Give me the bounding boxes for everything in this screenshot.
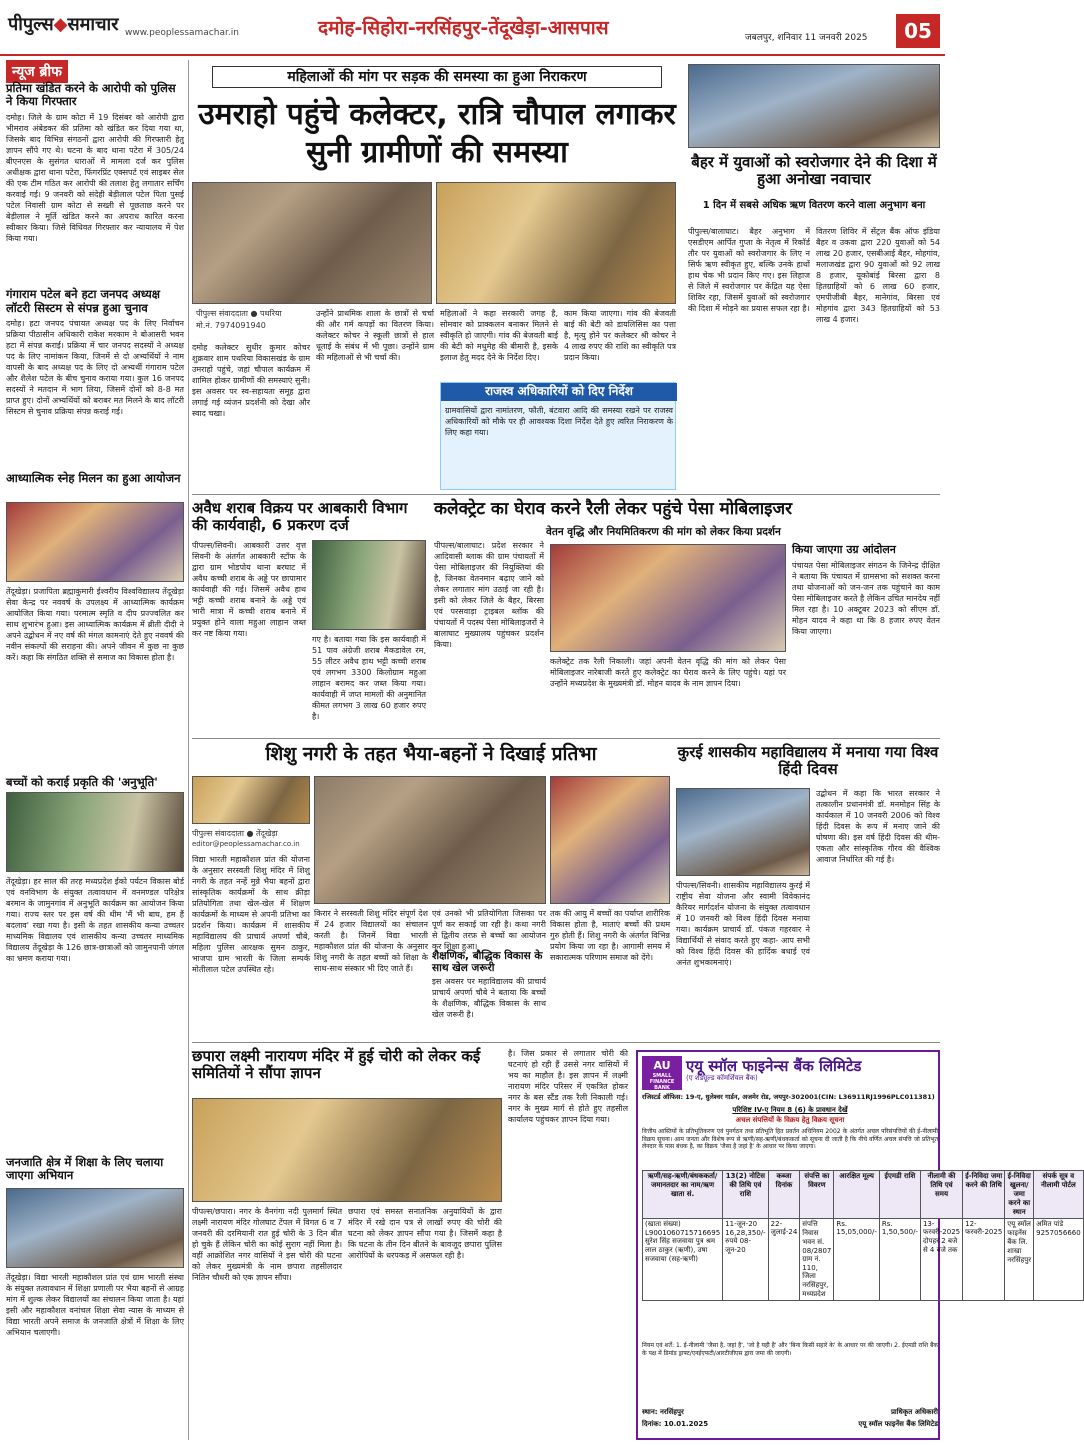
shishu-photo-main — [314, 776, 546, 904]
sharab-headline: अवैध शराब विक्रय पर आबकारी विभाग की कार्यवाही, 6 प्रकरण दर्ज — [192, 499, 408, 535]
brief-3-photo — [6, 502, 184, 582]
lead-kicker: महिलाओं की मांग पर सड़क की समस्या का हुआ निराकरण — [212, 66, 662, 88]
brief-1-body: दमोह। जिले के ग्राम कोटा में 19 दिसंबर को आरोपी द्वारा भीमराव अंबेडकर की प्रतिमा को खंडित कर दिया गया था, जिसके बाद विभिन्न संगठनों द्वारा आरोपी की गिरफ्तारी हेतु ज्ञापन सौंपे गए थे। घटना के बाद थाना पटेरा में 305/24 बीएनएस के सुसंगत धाराओं में मामला दर्ज कर पुलिस अधीक्षक द्वारा थाना पटेरा, फिंगरप्रिंट एक्सपर्ट एवं साइबर सेल की एक टीम गठित कर आरोपी की तलाश हेतु लगातार सर्चिंग करवाई गई। 9 जनवरी को संदेही बेड़ीलाल पटेल पिता पुसई पटेल निवासी ग्राम कोटा से सख्ती से पूछताछ करने पर बेड़ीलाल ने मूर्ति खंडित करने का अपराध कारित करना स्वीकार किया। जिसे विधिवत गिरफ्तार कर न्यायालय में पेश किया गया। — [6, 113, 184, 243]
dateline: जबलपुर, शनिवार 11 जनवरी 2025 — [745, 33, 868, 43]
brief-4-photo — [6, 792, 184, 872]
brief-3-headline: आध्यात्मिक स्नेह मिलन का हुआ आयोजन — [6, 471, 181, 485]
auction-table-header: 13(2) नोटिस की तिथि एवं राशि — [723, 1171, 769, 1219]
rally-side-body: पंचायत पेसा मोबिलाइजर संगठन के जिनेन्द्र दीक्षित ने बताया कि पंचायत में ग्रामसभा को सशक्त करना तथा योजनाओं को जन-जन तक पहुंचाने का काम पेसा मोबिलाइजर करते है लेकिन उचित मानदेय नहीं मिल रहा है। 10 अक्टूबर 2023 को सीएम डॉ. मोहन यादव ने कहा था कि 8 हजार रुपए वेतन किया जाएगा। — [792, 561, 940, 636]
auction-table-header: ई-निविदा जमा करने की तिथि — [963, 1171, 1005, 1219]
brief-1-headline: प्रतिमा खंडित करने के आरोपी को पुलिस ने किया गिरफ्तार — [6, 81, 176, 109]
brief-2-body: दमोह। हटा जनपद पंचायत अध्यक्ष पद के लिए निर्वाचन प्रक्रिया पीठासीन अधिकारी राकेश मरकाम ने बोआसरी भवन हटा में संपन्न कराई। प्रक्रिया में चार जनपद सदस्यों ने अध्यक्ष पद के लिए नामांकन किया, जिनमें से दो अभ्यर्थियों ने नाम वापसी के बाद अध्यक्ष पद के लिए दो अभ्यर्थी गंगाराम पटेल और शैलेश पटेल के बीच चुनाव कराया गया। कुल 16 जनपद सदस्यों ने मतदान में भाग लिया, जिसमें दोनों को 8-8 मत प्राप्त हुए। दोनों अभ्यर्थियों को बराबर मत मिलने के बाद लॉटरी सिस्टम से चुनाव प्रक्रिया संपन्न कराई गई। — [6, 319, 184, 416]
shishu-photo-right — [550, 776, 670, 904]
lead-body-1: दमोह कलेक्टर सुधीर कुमार कोचर शुक्रवार शाम पथरिया विकासखंड के ग्राम उमराहो पहुंचे, जहां चौपाल कार्यक्रम में शामिल होकर ग्रामीणों की समस्याएं सुनी। इस अवसर पर स्व-सहायता समूह द्वारा लगाई गई व्यंजन प्रदर्शनी को देखा और स्वाद चखा। — [192, 343, 310, 418]
hindi-divas-story — [676, 742, 940, 1038]
lead-body-2: उन्होंने प्राथमिक शाला के छात्रों से चर्चा की और गर्म कपड़ों का वितरण किया। कलेक्टर कोचर ने स्कूली छात्रों से हाल धूताई के संबंध में भी पूछा। उन्होंने ग्राम की महिलाओं से भी चर्चा की। — [316, 309, 434, 362]
shishu-body-1: विद्या भारती महाकौशल प्रांत की योजना के अनुसार सरस्वती शिशु मंदिर में शिशु नगरी के तहत नन्हें मुन्ने भैया बहनों द्वारा सांस्कृतिक कार्यक्रमों के साथ क्रीड़ा प्रतियोगिता तथा खेल-खेल में शिक्षण कार्यक्रमों के माध्यम से अपनी प्रतिभा का प्रदर्शन किया। कार्यक्रम में शासकीय महाविद्यालय की प्राचार्य अपर्णा चौबे, महिला पुलिस आरक्षक सुमन ठाकुर, भाजपा ग्राम भारती के जिला सम्पर्क मोतीलाल पटेल उपस्थित रहे। — [192, 855, 310, 974]
auction-table-header: आरक्षित मूल्य — [834, 1171, 880, 1219]
news-brief-tag: न्यूज ब्रीफ — [6, 60, 68, 83]
rally-side-headline: किया जाएगा उग्र आंदोलन — [792, 543, 896, 556]
auction-table-wrap — [642, 1170, 1081, 1338]
auction-table-header: कब्जा दिनांक — [768, 1171, 800, 1219]
au-bank-title-sub: (ए शेड्यूल्ड कॉमर्शियल बैंक) — [686, 1074, 758, 1082]
sharab-body-1: पीपल्स/सिवनी। आबकारी उत्तर वृत्त सिवनी के अंतर्गत आबकारी स्टॉफ के द्वारा ग्राम भोडपोय थाना बरघाट में अवैध कच्ची शराब के अड्डे पर छापामार कार्यवाही की गई। जिसमें अवैध हाथ भट्टी कच्ची शराब बनाने के अड्डे एवं भारी मात्रा में कच्ची शराब बनाने में प्रयुक्त होने वाला महुआ लाहान जब्त कर नष्ट किया गया। — [192, 541, 306, 638]
auction-table-cell: संपत्ति निवास भवन सं. 08/2807 ग्राम नं. 110, जिला नरसिंहपुर, मध्यप्रदेश — [800, 1219, 834, 1301]
swarozgar-body-1: पीपुल्स/बालाघाट। बैहर अनुभाग में एसडीएम आर्पित गुप्ता के नेतृत्व में रिकॉर्ड तौर पर युवाओं को स्वरोजगार के लिए न सिर्फ ऋण स्वीकृत हुए, बल्कि उनके हाथों हाथ चेक भी प्रदान किए गए। इस लिहाज से जिले में स्वरोजगार पर केंद्रित यह ऐसा शिविर रहा, जिसमें युवाओं को स्वरोजगार की दिशा में मोड़ने का प्रयास सफल रहा है। — [688, 227, 810, 313]
lead-photo-2 — [436, 182, 676, 304]
divider — [192, 738, 940, 739]
masthead — [0, 0, 945, 56]
chori-photo — [192, 1098, 502, 1202]
brief-3-body: तेंदूखेड़ा। प्रजापिता ब्रह्माकुमारी ईश्वरीय विश्वविद्यालय तेंदूखेड़ा सेवा केन्द्र पर नववर्ष के उपलक्ष्य में आध्यात्मिक कार्यक्रम आयोजित किया गया। परमात्म स्मृति व दीप प्रज्ज्वलित कर साथ शुभारंभ हुआ। इस आध्यात्मिक कार्यक्रम में ब्रीती दीदी ने अपने उद्बोधन में नए वर्ष की मंगल कामनाएं देते हुए नववर्ष की नवीन संकल्पों की सराहना की। अपने जीवन में कुछ ना कुछ करें। कहा कि संगठित शक्ति से समाज का विकास होता है। — [6, 587, 184, 662]
auction-table-cell: Rs. 1,50,500/- — [879, 1219, 920, 1301]
notice-subtitle: अचल संपत्तियों के विक्रय हेतु विक्रय सूचना — [735, 1116, 845, 1124]
chori-body-3: है। जिस प्रकार से लगातार चोरी की घटनाएं हो रही हैं उससे नगर वासियों में भय का माहौल है। इस ज्ञापन में लक्ष्मी नारायण मंदिर परिसर में एकत्रित होकर नगर के बस स्टैंड तक रैली निकाली गई। नगर के मुख्य मार्ग से होते हुए तहसील कार्यालय पहुंचकर ज्ञापन दिया गया। — [508, 1049, 628, 1124]
auction-table-cell: 13-फरवरी-2025 दोपहर 2 बजे से 4 बजे तक — [920, 1219, 962, 1301]
chori-body-1: पीपल्स/छपारा। नगर के वैनगंगा नदी पुलमार्ग स्थित लक्ष्मी नारायण मंदिर गोलघाट टेंपल में विगत 6 व 7 जनवरी की दरमियानी रात हुई चोरी के 3 दिन बीत हो चुके हैं लेकिन चोरी का कोई सुराग नहीं मिला है। वहीं आक्रोशित नगर वासियों ने इस चोरी की घटना को लेकर मुख्यमंत्री के नाम छपारा तहसीलदार नितिन चौधरी को एक ज्ञापन सौंपा। — [192, 1207, 342, 1282]
lead-mobile: मो.नं. 7974091940 — [196, 321, 266, 330]
au-bank-logo: AU SMALL FINANCE BANK — [642, 1056, 682, 1090]
rally-headline: कलेक्ट्रेट का घेराव करने रैली लेकर पहुंचे पेसा मोबिलाइजर — [434, 499, 793, 519]
auction-table-header: संपत्ति का विवरण — [800, 1171, 834, 1219]
sharab-body-2: गए है। बताया गया कि इस कार्यवाही में 51 पाव अंग्रेजी शराब मैकडावेल रम, 55 लीटर अवैध हाथ भट्टी कच्ची शराब एवं लगभग 3300 किलोग्राम महुआ लाहान बरामद कर जब्त किया गया। कार्यवाही में जप्त मामलों की अनुमानित कीमत लगभग 3 लाख 60 हजार रुपए है। — [312, 635, 426, 721]
auction-table-cell: Rs. 15,05,000/- — [834, 1219, 880, 1301]
notice-intro: वित्तीय आस्तियों के प्रतिभूतिकरण एवं पुनर्गठन तथा प्रतिभूति हित प्रवर्तन अधिनियम 2002 के अंतर्गत अचल परिसंपत्तियों की ई-नीलामी विक्रय सूचना। आम जनता और विशेष रूप से ऋणी/सह-ऋणी/बंधककर्ता को सूचना दी जाती है कि नीचे वर्णित अचल संपत्ति जो प्रतिभूत लेनदार के पास बंधक है, का विक्रय 'जैसा है जहां है' के आधार पर किया जाएगा। — [642, 1128, 938, 1150]
hindi-divas-body-1: पीपल्स/सिवनी। शासकीय महाविद्यालय कुरई में राष्ट्रीय सेवा योजना और स्वामी विवेकानंद कैरियर मार्गदर्शन योजना के संयुक्त तत्वावधान में 10 जनवरी को विश्व हिंदी दिवस मनाया गया। कार्यक्रम प्राचार्य डॉ. पंकज गहरवार ने विद्यार्थियों से संवाद करते हुए कहा- आप सभी को विश्व हिंदी दिवस की हार्दिक बधाई एवं अनंत शुभकामनाएं। — [676, 881, 810, 967]
lead-headline: उमराहो पहुंचे कलेक्टर, रात्रि चौपाल लगाकर सुनी ग्रामीणों की समस्या — [198, 97, 676, 170]
au-bank-title: एयू स्मॉल फाइनेन्स बैंक लिमिटेड — [686, 1056, 938, 1076]
swarozgar-body-2: वितरण शिविर में सेंट्रल बैंक ऑफ इंडिया बैहर व उकवा द्वारा 220 युवाओं को 54 लाख 20 हजार, एसबीआई बैहर, मोहगांव, मलाजखंड द्वारा 90 युवाओं को 92 लाख 8 हजार, यूकोबांई बिरसा द्वारा 8 हितग्राहियों को 6 लाख 60 हजार, एमपीजीबी बैहर, मानेगांव, बिरसा एवं मोहगांव द्वारा 343 हितग्राहियों को 53 लाख 4 हजार। — [816, 227, 940, 324]
shishu-byline: पीपुल्स संवाददाता ● तेंदूखेड़ा — [192, 829, 278, 838]
notice-title: परिशिष्ट IV-ए नियम 8 (6) के प्रावधान देखें — [732, 1106, 848, 1114]
lead-story — [192, 60, 682, 490]
au-bank-advertisement — [636, 1050, 1081, 1440]
au-bank-regd: रजिस्टर्ड ऑफिस: 19-ए, धुलेश्वर गार्डन, अजमेर रोड, जयपुर-302001(CIN: L36911RJ1996PLC011381) — [642, 1093, 935, 1101]
auction-table-cell: अमित पांडे 9257056660 — [1034, 1219, 1084, 1301]
chori-body-2: छपारा एवं समस्त सनातनिक अनुयायियों के द्वारा मंदिर में रखे दान पत्र से लाखों रुपए की चोरी की घटना को लेकर ज्ञापन सौंपा गया है। जिसमें कहा है कि घटना के तीन दिन बीतने के बावजूद छपारा पुलिस आरोपियों के धरपकड़ में असफल रही है। — [348, 1207, 502, 1260]
shishu-body-3: एवं उनको भी प्रतियोगिता जिसका पर पूर्ण कर सकाई जा रही है। कथा नगरी से द्वितीय तरफ़ से बच्चों का आयोजन कर शिक्षा हुआ। — [432, 909, 546, 951]
rally-story — [434, 498, 940, 734]
shishu-body-5: तक की आयु में बच्चों का पर्याप्त शारीरिक विकास होता है, माताएं बच्चों की प्रथम गुरु होती हैं। शिशु नगरी के अंतर्गत विभिन्न प्रयोग किया जा रहा है। आगामी समय में सकारात्मक परिणाम समाज को देंगे। — [550, 909, 670, 962]
auction-table-header: संपर्क सूत्र व नीलामी पोर्टल — [1034, 1171, 1084, 1219]
chori-story — [192, 1046, 698, 1440]
revenue-box — [440, 382, 676, 490]
notice-place: स्थान: नरसिंहपुर — [642, 1408, 684, 1416]
revenue-box-title: राजस्व अधिकारियों को दिए निर्देश — [441, 383, 677, 401]
auction-table-cell: (खाता संख्या) L9001060715716695 सुरेश सिंह सजवाया पुत्र श्रम लाल ठाकुर (ऋणी), उषा सजवाया (सह-ऋणी) — [643, 1219, 723, 1301]
rally-photo — [550, 544, 786, 652]
authorized-officer: प्राधिकृत अधिकारी — [890, 1408, 938, 1416]
notice-date: दिनांक: 10.01.2025 — [642, 1420, 709, 1428]
auction-table-header: नीलामी की तिथि एवं समय — [920, 1171, 962, 1219]
revenue-box-body: ग्रामवासियों द्वारा नामांतरण, फौती, बंटवारा आदि की समस्या रखने पर राजस्व अधिकारियों को मौके पर ही आवश्यक दिशा निर्देश देते हुए त्वरित निराकरण के लिए कहा गया। — [445, 406, 673, 437]
lead-byline: पीपुल्स संवाददाता ● पथरिया — [196, 309, 282, 318]
shishu-body-4: इस अवसर पर महाविद्यालय की प्राचार्य प्राचार्य अपर्णा चौबे ने बताया कि बच्चों के शैक्षणिक, बौद्धिक विकास के साथ खेल जरूरी है। — [432, 977, 546, 1019]
sharab-story — [192, 498, 426, 734]
shishu-headline: शिशु नगरी के तहत भैया-बहनों ने दिखाई प्रतिभा — [265, 743, 597, 765]
lead-body-3: महिलाओं ने कहा सरकारी जगह है, सोमवार को प्राक्कलन बनाकर मिलने से स्वीकृति हो जाएगी। गांव की बेजवती बाई की बेटी को मधुमेह की बीमारी है, इसके इलाज हेतु मदद देने के निर्देश दिए। — [440, 309, 558, 362]
brief-4-headline: बच्चों को कराई प्रकृति की 'अनुभूति' — [6, 775, 158, 789]
section-regions: दमोह-सिहोरा-नरसिंहपुर-तेंदूखेड़ा-आसपास — [318, 17, 609, 39]
brief-5-headline: जनजाति क्षेत्र में शिक्षा के लिए चलाया जाएगा अभियान — [6, 1155, 164, 1183]
news-brief-column — [6, 60, 184, 1440]
notice-terms: नियम एवं शर्तें: 1. ई-नीलामी 'जैसा है, जहां है', 'जो है यही है' और 'बिना किसी सहारे के' के आधार पर की जाएगी। 2. ईएमडी राशि बैंक के पक्ष में डिमांड ड्राफ्ट/एनईएफटी/आरटीजीएस द्वारा जमा की जाएगी। — [642, 1342, 938, 1357]
page-number: 05 — [896, 14, 940, 48]
shishu-email: editor@peoplessamachar.co.in — [192, 840, 300, 848]
hindi-divas-body-2: उद्बोधन में कहा कि भारत सरकार ने तत्कालीन प्रधानमंत्री डॉ. मनमोहन सिंह के कार्यकाल में 10 जनवरी 2006 को विश्व हिंदी दिवस के रूप में मनाए जाने की घोषणा की। इस वर्ष हिंदी दिवस की थीम-एकता और सांस्कृतिक गौरव की वैश्विक आवाज निर्धारित की गई है। — [816, 789, 940, 864]
hindi-divas-photo — [676, 788, 810, 876]
authorized-bank: एयू स्मॉल फाइनेंस बैंक लिमिटेड — [858, 1420, 938, 1428]
brief-2-subhead: लॉटरी सिस्टम से संपन्न हुआ चुनाव — [6, 301, 148, 315]
divider — [192, 494, 940, 495]
column-divider — [188, 60, 189, 1440]
auction-table-cell: 12-फरवरी-2025 — [963, 1219, 1005, 1301]
swarozgar-subhead: 1 दिन में सबसे अधिक ऋण वितरण करने वाला अनुभाग बना — [702, 200, 926, 211]
auction-table-header: ईएमडी राशि — [879, 1171, 920, 1219]
auction-table-cell: 11-जून-20 16,28,350/- रुपये 08-जून-20 — [723, 1219, 769, 1301]
shishu-photo-small — [192, 776, 310, 824]
auction-table-header: ऋणी/सह-ऋणी/बंधककर्ता/जमानतदार का नाम/ऋण खाता सं. — [643, 1171, 723, 1219]
shishu-body-2: किरार ने सरस्वती शिशु मंदिर संपूर्ण देश में 24 हजार विद्यालयों का संचालन करती है। जिनमें विद्या भारती महाकौशल प्रांत की योजना के अनुसार शिशु नगरी के तहत बच्चों को शिक्षा के साथ-साथ संस्कार भी दिए जाते हैं। — [314, 909, 428, 973]
auction-table — [642, 1170, 1084, 1301]
rally-body-2: कलेक्ट्रेट तक रैली निकाली। जहां अपनी वेतन वृद्धि की मांग को लेकर पेसा मोबिलाइजर नारेबाजी करते हुए कलेक्ट्रेट का घेराव करने के लिए पहुंचे। यहां पर उन्होंने मध्यप्रदेश के मुख्यमंत्री डॉ. मोहन यादव के नाम ज्ञापन दिया। — [550, 657, 786, 688]
auction-table-cell: एयू स्मॉल फाइनेंस बैंक लि. शाखा नरसिंहपुर — [1005, 1219, 1034, 1301]
divider — [192, 1042, 940, 1043]
sharab-photo — [312, 540, 426, 630]
auction-table-header: ई-निविदा खुलना/जमा करने का स्थान — [1005, 1171, 1034, 1219]
site-url: www.peoplessamachar.in — [125, 28, 239, 38]
rally-subhead: वेतन वृद्धि और नियमितिकरण की मांग को लेकर किया प्रदर्शन — [546, 526, 781, 538]
brief-5-body: तेंदूखेड़ा। विद्या भारती महाकौशल प्रांत एवं ग्राम भारती संस्था के संयुक्त तत्वावधान में शिक्षा प्रणाली पर भैया बहनों से आग्रह मांग में शुल्क लेकर विद्यालयों का संचालन किया जाता है। यहां इसी और महाकौशल वनांचल शिक्षा सेवा न्यास के माध्यम से विद्या भारती अपने समाज के जनजाति क्षेत्रों में शिक्षा के लिए अभियान चलाएगी। — [6, 1273, 184, 1337]
auction-table-cell: 22-जुलाई-24 — [768, 1219, 800, 1301]
shishu-subhead: शैक्षणिक, बौद्धिक विकास के साथ खेल जरूरी — [432, 950, 543, 975]
lead-body-4: काम किया जाएगा। गांव की बेजवती बाई की बेटी को डायलिसिस का पत्ता है, मृत्यु होने पर कलेक्टर श्री कोचर ने 4 लाख रुपए की राशि का स्वीकृति पत्र प्रदान किया। — [564, 309, 676, 362]
swarozgar-headline: बैहर में युवाओं को स्वरोजगार देने की दिशा में हुआ अनोखा नवाचार — [691, 153, 937, 189]
shishu-story — [192, 742, 670, 1038]
swarozgar-photo — [688, 64, 940, 148]
brief-4-body: तेंदूखेड़ा। हर साल की तरह मध्यप्रदेश ईको पर्यटन विकास बोर्ड एवं वनविभाग के संयुक्त तत्वावधान में वनमण्डल परिक्षेत्र बरमान के जामुनगांव में अनुभूति कार्यक्रम का आयोजन किया गया। राज्य स्तर पर इस वर्ष की थीम 'मैं भी बाघ, हम हैं बदलाव' रखा गया है। इसी के तहत शासकीय कन्या उच्चतर माध्यमिक विद्यालय एवं शासकीय कन्या उच्चतर माध्यमिक विद्यालय तेंदूखेड़ा के 126 छात्र-छात्राओं को जामुनपानी जंगल का भ्रमण कराया गया। — [6, 877, 184, 963]
swarozgar-story — [688, 60, 940, 490]
rally-body-1: पीपल्स/बालाघाट। प्रदेश सरकार ने आदिवासी ब्लाक की ग्राम पंचायतों में पेसा मोबिलाइजर की नियुक्तियां की है, जिनका वेतनमान बढ़ाए जाने को लेकर लगातार मांग उठाई जा रही है। इसी को लेकर जिले के बैहर, बिरसा एवं परसवाड़ा ट्राइबल ब्लॉक की पंचायतों में पदस्थ पेसा मोबिलाइजरों ने बालाघाट मुख्यालय पहुंचकर प्रदर्शन किया। — [434, 541, 544, 649]
chori-headline: छपारा लक्ष्मी नारायण मंदिर में हुई चोरी को लेकर कई समितियों ने सौंपा ज्ञापन — [192, 1047, 481, 1083]
hindi-divas-headline: कुरई शासकीय महाविद्यालय में मनाया गया विश्व हिंदी दिवस — [677, 743, 939, 779]
brief-5-photo — [6, 1188, 184, 1268]
brand-logo: पीपुल्स◆समाचार — [8, 14, 119, 35]
brief-2-headline: गंगाराम पटेल बने हटा जनपद अध्यक्ष — [6, 287, 161, 301]
lead-photo-1 — [192, 182, 432, 304]
